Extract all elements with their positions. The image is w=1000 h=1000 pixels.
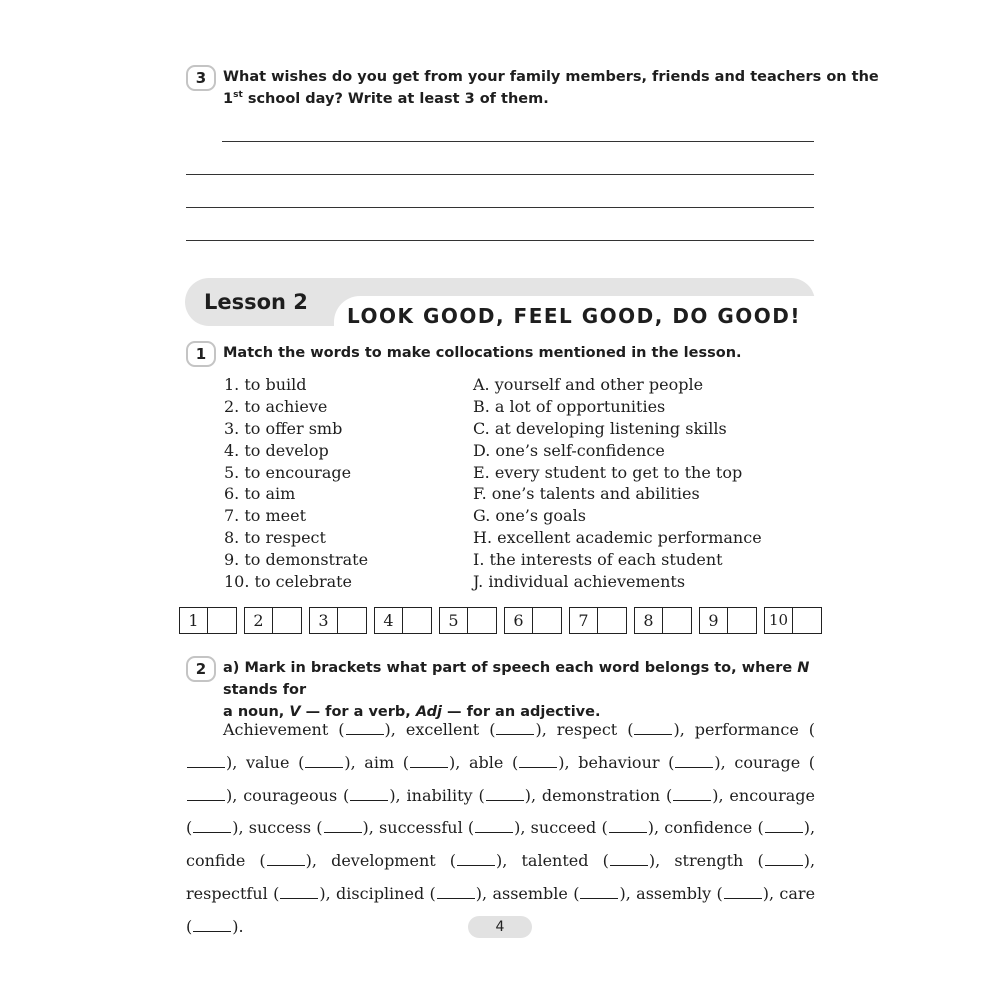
instruction-text: a noun, <box>223 704 290 720</box>
answer-cell <box>374 607 432 634</box>
answer-box[interactable] <box>728 607 757 634</box>
collocation-verbs-list <box>224 374 368 593</box>
adjective-abbreviation: Adj <box>415 704 442 720</box>
word-item: excellent ( ), <box>405 720 557 739</box>
answer-number: 2 <box>244 607 273 634</box>
answer-line-3[interactable] <box>186 207 814 208</box>
word-text: assembly <box>636 883 712 903</box>
word-item: aim ( ), <box>364 752 469 772</box>
answer-blank[interactable] <box>580 886 618 899</box>
word-text: success <box>248 818 312 838</box>
answer-number: 4 <box>374 607 403 634</box>
word-text: courageous <box>243 785 338 805</box>
answer-cell <box>244 607 302 634</box>
exercise-3-number: 3 <box>186 65 216 91</box>
exercise-3-line-2 <box>223 88 879 110</box>
answer-box[interactable] <box>273 607 302 634</box>
list-item: 8. to respect <box>224 528 326 548</box>
exercise-1-number: 1 <box>186 341 216 367</box>
word-item: respect ( ), <box>556 720 695 739</box>
word-text: Achievement <box>223 720 329 739</box>
answer-blank[interactable] <box>457 853 495 866</box>
list-item: 9. to demonstrate <box>224 550 369 570</box>
answer-blank[interactable] <box>437 886 475 899</box>
answer-box[interactable] <box>468 607 497 634</box>
word-item: able ( ), <box>468 752 579 772</box>
word-text: talented <box>521 851 589 871</box>
word-text: disciplined <box>336 883 425 903</box>
instruction-text: — for an adjective. <box>441 704 601 720</box>
list-item: 10. to celebrate <box>224 572 353 592</box>
answer-cell <box>764 607 822 634</box>
answer-cell <box>439 607 497 634</box>
list-item: 1. to build <box>224 375 307 394</box>
list-item: B. a lot of opportunities <box>473 396 666 416</box>
word-text: assemble <box>492 883 568 903</box>
answer-cell <box>309 607 367 634</box>
answer-box[interactable] <box>663 607 692 634</box>
verb-abbreviation: V <box>289 704 301 720</box>
list-item: 4. to develop <box>224 440 329 460</box>
word-text: demonstration <box>541 785 661 805</box>
answer-line-4[interactable] <box>186 240 814 241</box>
exercise-3-line-1: What wishes do you get from your family members, friends and teachers on the <box>223 69 879 85</box>
lesson-label: Lesson 2 <box>204 290 308 314</box>
answer-blank[interactable] <box>610 853 648 866</box>
answer-cell <box>569 607 627 634</box>
answer-blank[interactable] <box>350 788 388 801</box>
answer-cell <box>179 607 237 634</box>
list-item: 7. to meet <box>224 506 307 526</box>
word-item: assembly ( ), <box>636 883 780 903</box>
answer-box[interactable] <box>403 607 432 634</box>
word-text: excellent <box>405 720 480 739</box>
answer-blank[interactable] <box>280 886 318 899</box>
lesson-title: LOOK GOOD, FEEL GOOD, DO GOOD! <box>346 304 802 328</box>
word-item: success ( ), <box>248 818 380 838</box>
list-item: H. excellent academic performance <box>473 528 762 548</box>
instruction-text: stands for <box>223 682 307 698</box>
word-item: encourage ( ), <box>186 785 815 838</box>
word-item: courageous ( ), <box>243 785 407 805</box>
list-item: J. individual achievements <box>473 572 686 592</box>
list-item: E. every student to get to the top <box>473 462 743 482</box>
answer-cell <box>699 607 757 634</box>
word-text: respect <box>556 720 618 739</box>
answer-number: 10 <box>764 607 793 634</box>
word-text: strength <box>674 851 744 871</box>
ordinal-number: 1 <box>223 91 234 107</box>
answer-box[interactable] <box>208 607 237 634</box>
word-text: respectful <box>186 883 268 903</box>
exercise-3-line-2-text: school day? Write at least 3 of them. <box>242 91 549 107</box>
answer-blank[interactable] <box>765 820 803 833</box>
list-item: 5. to encourage <box>224 462 352 482</box>
word-item: strength ( ), <box>674 851 816 871</box>
list-item: I. the interests of each student <box>473 550 723 570</box>
word-text: encourage <box>729 785 815 805</box>
answer-blank[interactable] <box>675 755 713 768</box>
word-text: confidence <box>664 818 753 838</box>
answer-blank[interactable] <box>324 820 362 833</box>
instruction-text: — for a verb, <box>300 704 416 720</box>
answer-line-2[interactable] <box>186 174 814 175</box>
word-text: courage <box>734 752 801 772</box>
answer-blank[interactable] <box>475 820 513 833</box>
list-item: F. one’s talents and abilities <box>473 484 700 504</box>
answer-blank[interactable] <box>305 755 343 768</box>
answer-blank[interactable] <box>346 722 384 735</box>
answer-blank[interactable] <box>724 886 762 899</box>
part-of-speech-paragraph <box>186 714 815 944</box>
word-text: development <box>331 851 436 871</box>
word-item: confide ( ), <box>186 851 332 871</box>
word-text: inability <box>406 785 473 805</box>
list-item: A. yourself and other people <box>473 375 704 394</box>
answer-number: 5 <box>439 607 468 634</box>
answer-blank[interactable] <box>486 788 524 801</box>
exercise-2-line-1 <box>223 657 815 701</box>
word-text: aim <box>364 752 395 772</box>
answer-blank[interactable] <box>187 755 225 768</box>
collocation-objects-list <box>473 374 762 593</box>
exercise-2-number: 2 <box>186 656 216 682</box>
answer-number: 6 <box>504 607 533 634</box>
answer-number: 1 <box>179 607 208 634</box>
list-item: G. one’s goals <box>473 506 586 526</box>
word-text: care <box>779 883 816 903</box>
answer-blank[interactable] <box>609 820 647 833</box>
word-text: behaviour <box>578 752 660 772</box>
answer-blank[interactable] <box>519 755 557 768</box>
answer-blank[interactable] <box>634 722 672 735</box>
word-item: assemble ( ), <box>492 883 637 903</box>
answer-cell <box>504 607 562 634</box>
list-item: 6. to aim <box>224 484 296 504</box>
instruction-text: a) Mark in brackets what part of speech each word belongs to, where <box>223 660 798 676</box>
list-item: C. at developing listening skills <box>473 418 727 438</box>
answer-number: 3 <box>309 607 338 634</box>
answer-blank[interactable] <box>193 919 231 932</box>
word-text: performance <box>694 720 799 739</box>
answer-cell <box>634 607 692 634</box>
answer-blank[interactable] <box>496 722 534 735</box>
word-item: confidence ( ), <box>664 818 816 838</box>
word-item: care ( ). <box>186 883 816 936</box>
answer-line-1[interactable] <box>222 141 814 142</box>
word-text: successful <box>379 818 463 838</box>
ordinal-suffix: st <box>233 90 243 101</box>
word-item: respectful ( ), <box>186 883 337 903</box>
answer-box[interactable] <box>793 607 822 634</box>
word-item: Achievement ( ), <box>223 720 406 739</box>
word-item: demonstration ( ), <box>541 785 730 805</box>
answer-grid <box>179 607 822 634</box>
word-item: performance (), <box>186 720 815 772</box>
list-item: 2. to achieve <box>224 396 328 416</box>
answer-number: 9 <box>699 607 728 634</box>
word-item: behaviour ( ), <box>578 752 735 772</box>
page-number: 4 <box>468 916 532 938</box>
answer-box[interactable] <box>598 607 627 634</box>
word-item: talented ( ), <box>521 851 675 871</box>
answer-blank[interactable] <box>267 853 305 866</box>
answer-blank[interactable] <box>410 755 448 768</box>
list-item: 3. to offer smb <box>224 418 343 438</box>
word-item: value ( ), <box>245 752 365 772</box>
answer-blank[interactable] <box>673 788 711 801</box>
word-item: inability ( ), <box>406 785 542 805</box>
word-item: disciplined ( ), <box>336 883 493 903</box>
word-item: courage (), <box>186 753 815 805</box>
noun-abbreviation: N <box>797 660 810 676</box>
exercise-1-instruction: Match the words to make collocations mentioned in the lesson. <box>223 345 742 361</box>
word-item: development ( ), <box>331 851 522 871</box>
answer-blank[interactable] <box>193 820 231 833</box>
exercise-3-instruction <box>223 66 879 110</box>
answer-blank[interactable] <box>765 853 803 866</box>
answer-box[interactable] <box>533 607 562 634</box>
word-item: successful ( ), <box>379 818 531 838</box>
word-item: succeed ( ), <box>530 818 665 838</box>
word-text: confide <box>186 851 246 871</box>
answer-blank[interactable] <box>187 788 225 801</box>
answer-number: 8 <box>634 607 663 634</box>
answer-number: 7 <box>569 607 598 634</box>
answer-box[interactable] <box>338 607 367 634</box>
word-text: value <box>245 752 290 772</box>
list-item: D. one’s self-confidence <box>473 440 665 460</box>
word-text: able <box>468 752 504 772</box>
word-text: succeed <box>530 818 597 838</box>
